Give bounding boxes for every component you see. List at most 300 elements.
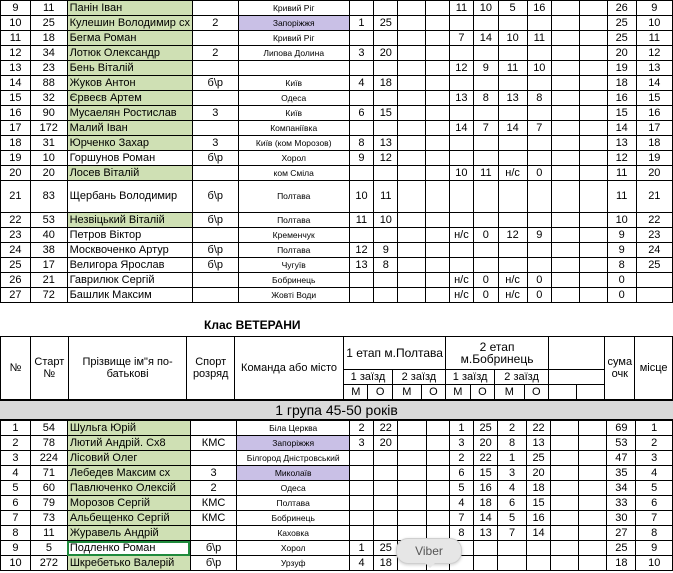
total-points[interactable]: 34	[607, 481, 636, 496]
stage2-run1-points[interactable]	[474, 213, 498, 228]
final-place[interactable]	[636, 273, 672, 288]
final-place[interactable]: 7	[636, 511, 673, 526]
participant-name[interactable]: Жуков Антон	[67, 76, 192, 91]
final-place[interactable]: 21	[636, 181, 672, 213]
start-number[interactable]: 53	[30, 213, 67, 228]
stage1-run1-place[interactable]	[349, 31, 373, 46]
total-points[interactable]: 25	[607, 16, 636, 31]
stage1-run2-points[interactable]	[426, 181, 449, 213]
stage1-run1-place[interactable]	[349, 166, 373, 181]
stage1-run2-points[interactable]	[426, 136, 449, 151]
stage2-run2-points[interactable]: 0	[527, 166, 551, 181]
stage2-run1-points[interactable]: 16	[473, 481, 497, 496]
start-number[interactable]: 11	[30, 1, 67, 16]
stage1-run2-place[interactable]	[398, 1, 426, 16]
stage2-run2-place[interactable]: 4	[498, 481, 527, 496]
participant-name[interactable]: Журавель Андрій	[67, 526, 190, 541]
stage1-run1-place[interactable]: 3	[349, 46, 373, 61]
stage1-run2-place[interactable]	[398, 436, 426, 451]
extra-o[interactable]	[579, 436, 607, 451]
stage2-run1-points[interactable]	[474, 258, 498, 273]
stage1-run2-points[interactable]	[426, 451, 449, 466]
stage2-run2-place[interactable]: 5	[498, 511, 527, 526]
stage1-run2-points[interactable]	[426, 121, 449, 136]
final-place[interactable]: 16	[636, 106, 672, 121]
participant-name[interactable]: Малий Іван	[67, 121, 192, 136]
extra-o[interactable]	[579, 451, 607, 466]
stage2-run2-points[interactable]: 0	[527, 273, 551, 288]
start-number[interactable]: 18	[30, 31, 67, 46]
sport-rank[interactable]	[190, 526, 237, 541]
stage2-run1-place[interactable]	[449, 16, 474, 31]
stage2-run1-points[interactable]: 11	[474, 166, 498, 181]
start-number[interactable]: 38	[30, 243, 67, 258]
stage1-run1-place[interactable]	[349, 91, 373, 106]
participant-name[interactable]: Панін Іван	[67, 1, 192, 16]
stage1-run2-points[interactable]	[426, 213, 449, 228]
extra-o[interactable]	[579, 166, 607, 181]
stage1-run1-points[interactable]: 20	[374, 436, 398, 451]
extra-o[interactable]	[579, 511, 607, 526]
sport-rank[interactable]	[192, 31, 238, 46]
start-number[interactable]: 34	[30, 46, 67, 61]
total-points[interactable]: 12	[607, 151, 636, 166]
stage2-run2-place[interactable]: н/с	[498, 273, 527, 288]
stage2-run1-points[interactable]: 25	[473, 421, 497, 436]
row-number[interactable]: 24	[1, 243, 31, 258]
row-number[interactable]: 12	[1, 46, 31, 61]
sport-rank[interactable]: 2	[192, 16, 238, 31]
final-place[interactable]: 4	[636, 466, 673, 481]
stage1-run2-points[interactable]	[426, 258, 449, 273]
stage1-run2-points[interactable]	[426, 421, 449, 436]
total-points[interactable]: 13	[607, 136, 636, 151]
row-number[interactable]: 9	[1, 1, 31, 16]
stage1-run2-place[interactable]	[398, 258, 426, 273]
team-city[interactable]: Кривий Ріг	[238, 1, 349, 16]
row-number[interactable]: 18	[1, 136, 31, 151]
stage1-run1-points[interactable]	[374, 466, 398, 481]
stage1-run1-place[interactable]	[350, 451, 374, 466]
sport-rank[interactable]: 3	[190, 466, 237, 481]
stage2-run1-points[interactable]: 0	[474, 228, 498, 243]
stage2-run2-place[interactable]	[498, 541, 527, 556]
total-points[interactable]: 8	[607, 258, 636, 273]
total-points[interactable]: 25	[607, 31, 636, 46]
team-city[interactable]: Миколаїв	[237, 466, 350, 481]
extra-o[interactable]	[579, 91, 607, 106]
stage1-run2-points[interactable]	[426, 496, 449, 511]
sport-rank[interactable]	[192, 1, 238, 16]
extra-m[interactable]	[551, 31, 579, 46]
start-number[interactable]: 10	[30, 151, 67, 166]
row-number[interactable]: 27	[1, 288, 31, 303]
stage2-run2-points[interactable]	[527, 106, 551, 121]
stage1-run2-place[interactable]	[398, 46, 426, 61]
stage2-run1-points[interactable]: 14	[474, 31, 498, 46]
sport-rank[interactable]: 2	[190, 481, 237, 496]
stage1-run2-place[interactable]	[398, 31, 426, 46]
stage2-run1-points[interactable]	[474, 136, 498, 151]
sport-rank[interactable]	[192, 166, 238, 181]
stage2-run1-place[interactable]: 1	[449, 421, 473, 436]
stage2-run2-points[interactable]: 13	[526, 436, 550, 451]
start-number[interactable]: 60	[30, 481, 67, 496]
stage2-run2-points[interactable]	[527, 136, 551, 151]
total-points[interactable]: 18	[607, 76, 636, 91]
stage2-run1-place[interactable]: 5	[449, 481, 473, 496]
stage1-run1-place[interactable]: 1	[349, 16, 373, 31]
sport-rank[interactable]: 3	[192, 106, 238, 121]
sport-rank[interactable]: б\р	[192, 258, 238, 273]
stage2-run1-place[interactable]: 6	[449, 466, 473, 481]
extra-m[interactable]	[551, 541, 579, 556]
sport-rank[interactable]: КМС	[190, 496, 237, 511]
stage2-run2-points[interactable]	[527, 258, 551, 273]
extra-o[interactable]	[579, 1, 607, 16]
sport-rank[interactable]	[192, 228, 238, 243]
stage2-run2-place[interactable]	[498, 258, 527, 273]
stage1-run2-points[interactable]	[426, 166, 449, 181]
total-points[interactable]: 20	[607, 46, 636, 61]
stage1-run2-place[interactable]	[398, 121, 426, 136]
stage1-run2-place[interactable]	[398, 273, 426, 288]
participant-name[interactable]: Шкребетько Валерій	[67, 556, 190, 571]
stage2-run1-points[interactable]: 7	[474, 121, 498, 136]
participant-name[interactable]: Горшунов Роман	[67, 151, 192, 166]
extra-m[interactable]	[551, 421, 579, 436]
sport-rank[interactable]: КМС	[190, 511, 237, 526]
final-place[interactable]: 24	[636, 243, 672, 258]
stage1-run1-place[interactable]	[349, 1, 373, 16]
stage2-run1-place[interactable]: 13	[449, 91, 474, 106]
stage2-run2-points[interactable]: 16	[526, 511, 550, 526]
total-points[interactable]: 9	[607, 243, 636, 258]
extra-o[interactable]	[579, 181, 607, 213]
stage2-run2-points[interactable]	[526, 541, 550, 556]
extra-m[interactable]	[551, 436, 579, 451]
stage2-run2-place[interactable]: 7	[498, 526, 527, 541]
final-place[interactable]: 6	[636, 496, 673, 511]
stage2-run1-points[interactable]	[474, 181, 498, 213]
stage1-run2-place[interactable]	[398, 106, 426, 121]
team-city[interactable]: Київ	[238, 106, 349, 121]
extra-o[interactable]	[579, 541, 607, 556]
stage1-run1-points[interactable]: 18	[374, 76, 398, 91]
total-points[interactable]: 14	[607, 121, 636, 136]
extra-o[interactable]	[579, 76, 607, 91]
sport-rank[interactable]	[190, 451, 237, 466]
stage2-run2-place[interactable]	[498, 136, 527, 151]
extra-m[interactable]	[551, 91, 579, 106]
stage1-run1-points[interactable]	[374, 61, 398, 76]
stage2-run2-place[interactable]: 1	[498, 451, 527, 466]
start-number[interactable]: 224	[30, 451, 67, 466]
extra-m[interactable]	[551, 451, 579, 466]
row-number[interactable]: 6	[1, 496, 31, 511]
sport-rank[interactable]: КМС	[190, 436, 237, 451]
team-city[interactable]: Полтава	[237, 496, 350, 511]
sport-rank[interactable]: б\р	[192, 181, 238, 213]
extra-m[interactable]	[551, 466, 579, 481]
row-number[interactable]: 10	[1, 556, 31, 571]
stage2-run1-points[interactable]	[473, 541, 497, 556]
stage1-run1-place[interactable]: 8	[349, 136, 373, 151]
stage2-run2-place[interactable]: 11	[498, 61, 527, 76]
start-number[interactable]: 90	[30, 106, 67, 121]
stage1-run2-place[interactable]	[398, 213, 426, 228]
stage2-run1-place[interactable]: н/с	[449, 273, 474, 288]
stage1-run1-points[interactable]: 10	[374, 213, 398, 228]
stage2-run1-points[interactable]: 20	[473, 436, 497, 451]
stage2-run1-points[interactable]: 14	[473, 511, 497, 526]
participant-name[interactable]: Башлик Максим	[67, 288, 192, 303]
row-number[interactable]: 9	[1, 541, 31, 556]
row-number[interactable]: 22	[1, 213, 31, 228]
stage1-run2-points[interactable]	[426, 106, 449, 121]
start-number[interactable]: 21	[30, 273, 67, 288]
final-place[interactable]: 17	[636, 121, 672, 136]
stage1-run1-place[interactable]: 9	[349, 151, 373, 166]
row-number[interactable]: 8	[1, 526, 31, 541]
stage1-run1-points[interactable]: 8	[374, 258, 398, 273]
final-place[interactable]: 25	[636, 258, 672, 273]
team-city[interactable]: Кременчук	[238, 228, 349, 243]
team-city[interactable]: Полтава	[238, 213, 349, 228]
stage2-run2-points[interactable]	[527, 181, 551, 213]
team-city[interactable]: Каховка	[237, 526, 350, 541]
total-points[interactable]: 35	[607, 466, 636, 481]
total-points[interactable]: 33	[607, 496, 636, 511]
stage1-run1-points[interactable]	[374, 121, 398, 136]
start-number[interactable]: 23	[30, 61, 67, 76]
stage1-run2-place[interactable]	[398, 243, 426, 258]
team-city[interactable]: Компаніївка	[238, 121, 349, 136]
stage2-run1-points[interactable]	[474, 151, 498, 166]
extra-m[interactable]	[551, 46, 579, 61]
stage2-run1-points[interactable]: 22	[473, 451, 497, 466]
stage1-run2-points[interactable]	[426, 243, 449, 258]
stage1-run2-points[interactable]	[426, 46, 449, 61]
final-place[interactable]: 2	[636, 436, 673, 451]
extra-m[interactable]	[551, 61, 579, 76]
stage2-run2-place[interactable]	[498, 556, 527, 571]
team-city[interactable]	[238, 61, 349, 76]
stage2-run2-points[interactable]: 11	[527, 31, 551, 46]
start-number[interactable]: 5	[30, 541, 67, 556]
team-city[interactable]: Жовті Води	[238, 288, 349, 303]
sport-rank[interactable]	[192, 121, 238, 136]
row-number[interactable]: 17	[1, 121, 31, 136]
row-number[interactable]: 25	[1, 258, 31, 273]
stage2-run2-place[interactable]: 10	[498, 31, 527, 46]
stage2-run2-place[interactable]	[498, 213, 527, 228]
participant-name[interactable]: Морозов Сергій	[67, 496, 190, 511]
final-place[interactable]	[636, 288, 672, 303]
stage1-run1-points[interactable]	[374, 31, 398, 46]
row-number[interactable]: 26	[1, 273, 31, 288]
stage1-run1-place[interactable]: 13	[349, 258, 373, 273]
extra-m[interactable]	[551, 556, 579, 571]
stage1-run2-place[interactable]	[398, 16, 426, 31]
team-city[interactable]: Запоріжжя	[238, 16, 349, 31]
stage2-run1-place[interactable]	[449, 258, 474, 273]
stage2-run1-points[interactable]: 15	[473, 466, 497, 481]
sport-rank[interactable]: б\р	[190, 541, 237, 556]
stage2-run1-place[interactable]: 12	[449, 61, 474, 76]
start-number[interactable]: 40	[30, 228, 67, 243]
participant-name[interactable]: Єрвеєв Артем	[67, 91, 192, 106]
stage2-run2-points[interactable]	[527, 243, 551, 258]
final-place[interactable]: 3	[636, 451, 673, 466]
stage2-run2-points[interactable]	[526, 556, 550, 571]
stage2-run2-points[interactable]	[527, 16, 551, 31]
start-number[interactable]: 88	[30, 76, 67, 91]
stage2-run2-points[interactable]	[527, 151, 551, 166]
row-number[interactable]: 23	[1, 228, 31, 243]
start-number[interactable]: 79	[30, 496, 67, 511]
stage2-run1-points[interactable]	[474, 46, 498, 61]
stage2-run2-place[interactable]	[498, 151, 527, 166]
start-number[interactable]: 71	[30, 466, 67, 481]
row-number[interactable]: 20	[1, 166, 31, 181]
row-number[interactable]: 5	[1, 481, 31, 496]
sport-rank[interactable]	[192, 273, 238, 288]
extra-m[interactable]	[551, 288, 579, 303]
final-place[interactable]: 11	[636, 31, 672, 46]
stage2-run1-place[interactable]: 8	[449, 526, 473, 541]
stage2-run1-place[interactable]: 2	[449, 451, 473, 466]
total-points[interactable]: 26	[607, 1, 636, 16]
stage1-run1-points[interactable]: 25	[374, 541, 398, 556]
stage1-run1-points[interactable]: 12	[374, 151, 398, 166]
extra-o[interactable]	[579, 228, 607, 243]
stage2-run1-place[interactable]	[449, 106, 474, 121]
stage1-run1-points[interactable]	[374, 273, 398, 288]
final-place[interactable]: 23	[636, 228, 672, 243]
extra-m[interactable]	[551, 526, 579, 541]
stage2-run2-points[interactable]: 10	[527, 61, 551, 76]
stage2-run2-points[interactable]	[527, 213, 551, 228]
stage1-run2-points[interactable]	[426, 61, 449, 76]
extra-o[interactable]	[579, 121, 607, 136]
stage2-run2-place[interactable]	[498, 181, 527, 213]
stage1-run1-points[interactable]	[374, 526, 398, 541]
stage2-run1-points[interactable]: 0	[474, 288, 498, 303]
stage1-run2-points[interactable]	[426, 436, 449, 451]
stage2-run1-place[interactable]: 7	[449, 511, 473, 526]
row-number[interactable]: 1	[1, 421, 31, 436]
stage1-run1-points[interactable]: 13	[374, 136, 398, 151]
total-points[interactable]: 9	[607, 228, 636, 243]
stage1-run2-points[interactable]	[426, 151, 449, 166]
extra-m[interactable]	[551, 481, 579, 496]
stage1-run2-points[interactable]	[426, 228, 449, 243]
stage2-run1-place[interactable]	[449, 213, 474, 228]
stage2-run1-points[interactable]: 10	[474, 1, 498, 16]
stage2-run2-place[interactable]: 6	[498, 496, 527, 511]
stage2-run2-points[interactable]	[527, 76, 551, 91]
stage1-run1-points[interactable]	[374, 1, 398, 16]
final-place[interactable]: 18	[636, 136, 672, 151]
stage1-run2-points[interactable]	[426, 466, 449, 481]
stage1-run1-place[interactable]: 11	[349, 213, 373, 228]
stage1-run1-place[interactable]	[350, 481, 374, 496]
total-points[interactable]: 0	[607, 288, 636, 303]
stage2-run1-points[interactable]	[474, 76, 498, 91]
stage2-run1-place[interactable]	[449, 181, 474, 213]
final-place[interactable]: 5	[636, 481, 673, 496]
team-city[interactable]: Біла Церква	[237, 421, 350, 436]
row-number[interactable]: 10	[1, 16, 31, 31]
stage1-run1-place[interactable]: 12	[349, 243, 373, 258]
participant-name[interactable]: Гаврилюк Сергій	[67, 273, 192, 288]
stage2-run1-place[interactable]	[449, 46, 474, 61]
final-place[interactable]: 19	[636, 151, 672, 166]
extra-m[interactable]	[551, 181, 579, 213]
final-place[interactable]: 1	[636, 421, 673, 436]
stage1-run1-points[interactable]: 11	[374, 181, 398, 213]
extra-m[interactable]	[551, 166, 579, 181]
stage2-run2-points[interactable]: 7	[527, 121, 551, 136]
stage2-run1-points[interactable]: 18	[473, 496, 497, 511]
team-city[interactable]: ком Сміла	[238, 166, 349, 181]
stage1-run2-points[interactable]	[426, 511, 449, 526]
team-city[interactable]: Полтава	[238, 181, 349, 213]
row-number[interactable]: 11	[1, 31, 31, 46]
stage1-run1-points[interactable]	[374, 91, 398, 106]
stage2-run2-points[interactable]: 18	[526, 481, 550, 496]
stage1-run1-points[interactable]	[374, 481, 398, 496]
stage1-run1-place[interactable]	[349, 121, 373, 136]
stage2-run2-place[interactable]: 13	[498, 91, 527, 106]
stage2-run2-points[interactable]: 22	[526, 421, 550, 436]
participant-name[interactable]: Павлюченко Олексій	[67, 481, 190, 496]
stage2-run1-place[interactable]	[449, 243, 474, 258]
stage2-run1-points[interactable]	[474, 243, 498, 258]
total-points[interactable]: 25	[607, 541, 636, 556]
participant-name[interactable]: Лотюк Олександр	[67, 46, 192, 61]
stage1-run2-points[interactable]	[426, 76, 449, 91]
stage2-run1-points[interactable]	[473, 556, 497, 571]
stage2-run2-place[interactable]: 14	[498, 121, 527, 136]
extra-m[interactable]	[551, 496, 579, 511]
stage2-run1-points[interactable]: 8	[474, 91, 498, 106]
start-number[interactable]: 83	[30, 181, 67, 213]
sport-rank[interactable]: б\р	[192, 243, 238, 258]
stage1-run2-place[interactable]	[398, 481, 426, 496]
participant-name[interactable]: Кулешин Володимир сх	[67, 16, 192, 31]
extra-m[interactable]	[551, 16, 579, 31]
stage1-run1-place[interactable]: 4	[350, 556, 374, 571]
participant-name[interactable]: Петров Віктор	[67, 228, 192, 243]
stage2-run2-points[interactable]: 16	[527, 1, 551, 16]
row-number[interactable]: 15	[1, 91, 31, 106]
start-number[interactable]: 11	[30, 526, 67, 541]
sport-rank[interactable]	[190, 421, 237, 436]
stage2-run2-points[interactable]: 15	[526, 496, 550, 511]
extra-o[interactable]	[579, 31, 607, 46]
total-points[interactable]: 69	[607, 421, 636, 436]
team-city[interactable]: Київ	[238, 76, 349, 91]
final-place[interactable]: 10	[636, 556, 673, 571]
start-number[interactable]: 172	[30, 121, 67, 136]
extra-o[interactable]	[579, 466, 607, 481]
extra-o[interactable]	[579, 288, 607, 303]
final-place[interactable]: 8	[636, 526, 673, 541]
team-city[interactable]: Полтава	[238, 243, 349, 258]
stage1-run1-place[interactable]	[350, 511, 374, 526]
